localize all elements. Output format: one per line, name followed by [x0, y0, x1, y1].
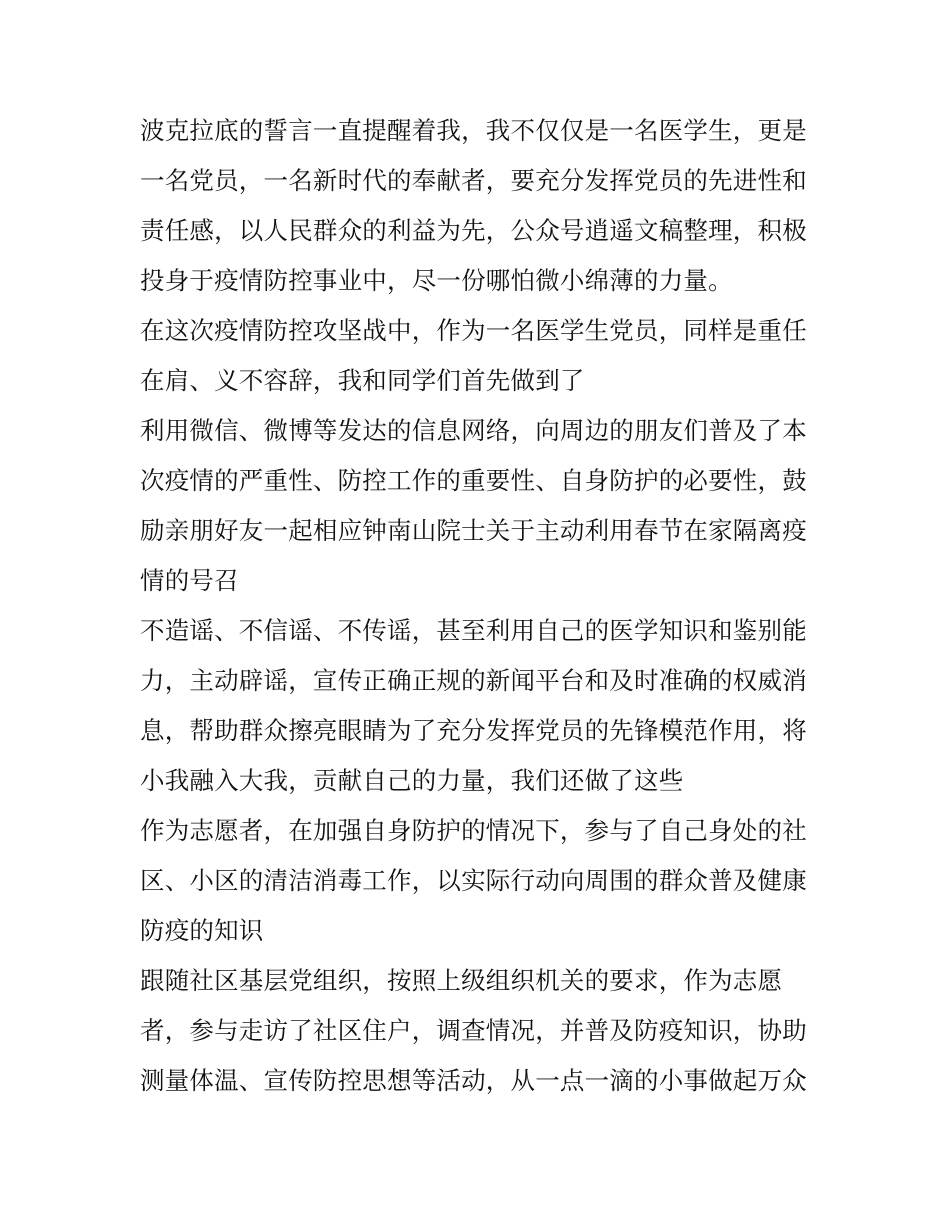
text-line: 息，帮助群众擦亮眼睛为了充分发挥党员的先锋模范作用，将 [140, 716, 807, 745]
text-line: 利用微信、微博等发达的信息网络，向周边的朋友们普及了本 [140, 416, 807, 445]
text-line: 不造谣、不信谣、不传谣，甚至利用自己的医学知识和鉴别能 [140, 616, 807, 645]
document-body [140, 106, 816, 1106]
text-line: 次疫情的严重性、防控工作的重要性、自身防护的必要性，鼓 [140, 466, 807, 495]
text-line: 跟随社区基层党组织，按照上级组织机关的要求，作为志愿 [140, 966, 783, 995]
text-line: 防疫的知识 [140, 916, 264, 945]
text-line: 一名党员，一名新时代的奉献者，要充分发挥党员的先进性和 [140, 166, 807, 195]
text-line: 区、小区的清洁消毒工作，以实际行动向周围的群众普及健康 [140, 866, 807, 895]
text-line: 波克拉底的誓言一直提醒着我，我不仅仅是一名医学生，更是 [140, 116, 807, 145]
text-line: 测量体温、宣传防控思想等活动，从一点一滴的小事做起万众 [140, 1066, 807, 1095]
text-line: 在这次疫情防控攻坚战中，作为一名医学生党员，同样是重任 [140, 316, 807, 345]
text-line: 情的号召 [140, 566, 239, 595]
text-line: 小我融入大我，贡献自己的力量，我们还做了这些 [140, 766, 684, 795]
text-line: 励亲朋好友一起相应钟南山院士关于主动利用春节在家隔离疫 [140, 516, 807, 545]
text-line: 责任感，以人民群众的利益为先，公众号逍遥文稿整理，积极 [140, 216, 807, 245]
text-line: 投身于疫情防控事业中，尽一份哪怕微小绵薄的力量。 [140, 266, 733, 295]
text-line: 作为志愿者，在加强自身防护的情况下，参与了自己身处的社 [140, 816, 807, 845]
text-line: 力，主动辟谣，宣传正确正规的新闻平台和及时准确的权威消 [140, 666, 807, 695]
text-line: 者，参与走访了社区住户，调查情况，并普及防疫知识，协助 [140, 1016, 807, 1045]
text-line: 在肩、义不容辞，我和同学们首先做到了 [140, 366, 585, 395]
